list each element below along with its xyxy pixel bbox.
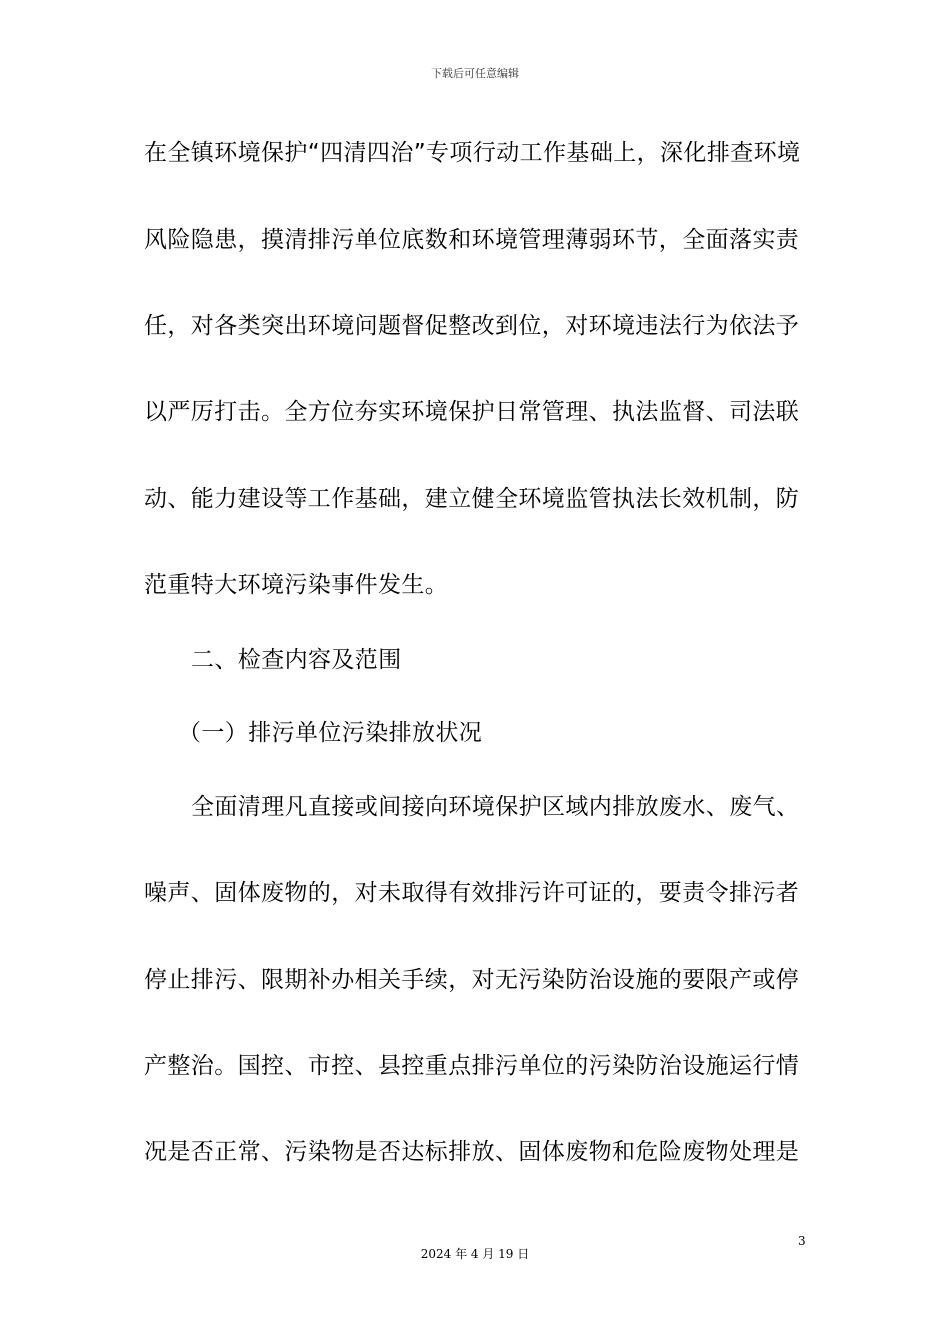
text-line: 范重特大环境污染事件发生。 (144, 572, 449, 598)
text-line: 以严厉打击。全方位夯实环境保护日常管理、执法监督、司法联 (144, 399, 800, 425)
page-header: 下载后可任意编辑 (431, 67, 519, 80)
text-line: 况是否正常、污染物是否达标排放、固体废物和危险废物处理是 (144, 1139, 800, 1165)
text-line: 产整治。国控、市控、县控重点排污单位的污染防治设施运行情 (144, 1053, 800, 1079)
text-line: 动、能力建设等工作基础，建立健全环境监管执法长效机制，防 (144, 486, 800, 512)
paragraph-first-line: 全面清理凡直接或间接向环境保护区域内排放废水、废气、 (191, 794, 800, 820)
text-line: 停止排污、限期补办相关手续，对无污染防治设施的要限产或停 (144, 967, 800, 993)
text-line: 任，对各类突出环境问题督促整改到位，对环境违法行为依法予 (144, 313, 800, 339)
page-number: 3 (798, 1234, 806, 1248)
text-line: 噪声、固体废物的，对未取得有效排污许可证的，要责令排污者 (144, 880, 800, 906)
footer-date: 2024 年 4 月 19 日 (420, 1247, 530, 1261)
text-line: 风险隐患，摸清排污单位底数和环境管理薄弱环节，全面落实责 (144, 227, 800, 253)
section-heading: 二、检查内容及范围 (191, 647, 402, 673)
subsection-heading: （一）排污单位污染排放状况 (178, 720, 483, 746)
text-line: 在全镇环境保护“四清四治”专项行动工作基础上，深化排查环境 (144, 140, 801, 166)
